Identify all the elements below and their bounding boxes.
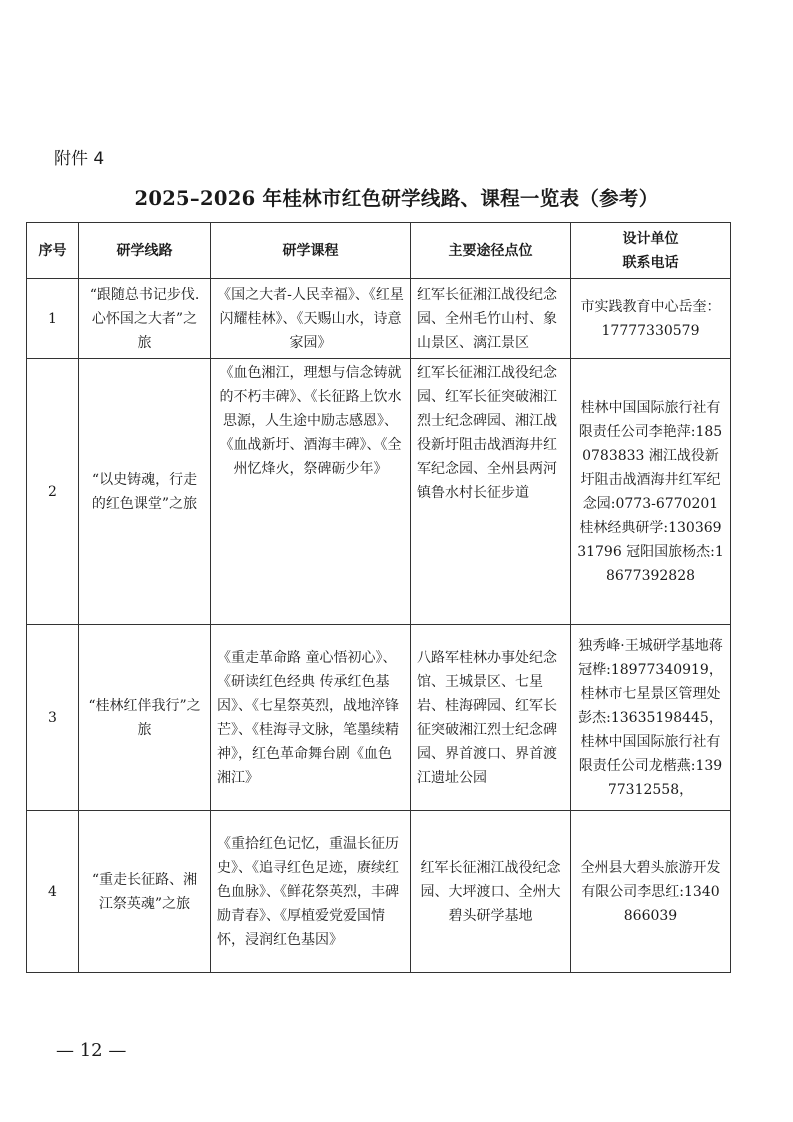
table-row — [27, 811, 731, 973]
cell-course: 《国之大者-人民幸福》、《红星闪耀桂林》、《天赐山水，诗意家园》 — [211, 279, 411, 359]
cell-index: 1 — [27, 279, 79, 359]
cell-route: “重走长征路、湘江祭英魂”之旅 — [79, 811, 211, 973]
header-stops: 主要途径点位 — [411, 223, 571, 279]
header-contact-line1: 设计单位 — [622, 230, 679, 247]
cell-contact: 全州县大碧头旅游开发有限公司李思红:1340866039 — [571, 811, 731, 973]
header-course: 研学课程 — [211, 223, 411, 279]
cell-contact: 桂林中国国际旅行社有限责任公司李艳萍:1850783833 湘江战役新圩阻击战酒海井红军纪念园:0773-6770201 桂林经典研学:13036931796 冠阳国旅杨杰:18677392828 — [571, 359, 731, 625]
table-header-row — [27, 223, 731, 279]
cell-course: 《重拾红色记忆，重温长征历史》、《追寻红色足迹，赓续红色血脉》、《鲜花祭英烈，丰碑励青春》、《厚植爱党爱国情怀，浸润红色基因》 — [211, 811, 411, 973]
table-row — [27, 279, 731, 359]
cell-stops: 红军长征湘江战役纪念园、大坪渡口、全州大碧头研学基地 — [411, 811, 571, 973]
cell-contact: 独秀峰·王城研学基地蒋冠桦:18977340919，桂林市七星景区管理处彭杰:13635198445，桂林中国国际旅行社有限责任公司龙楷燕:13977312558， — [571, 625, 731, 811]
cell-route: “跟随总书记步伐.心怀国之大者”之旅 — [79, 279, 211, 359]
cell-route: “桂林红伴我行”之旅 — [79, 625, 211, 811]
cell-stops: 八路军桂林办事处纪念馆、王城景区、七星岩、桂海碑园、红军长征突破湘江烈士纪念碑园、界首渡口、界首渡江遗址公园 — [411, 625, 571, 811]
table-row — [27, 625, 731, 811]
page-number: — 12 — — [56, 1040, 127, 1061]
document-title: 2025–2026 年桂林市红色研学线路、课程一览表（参考） — [134, 187, 659, 210]
cell-route: “以史铸魂，行走的红色课堂”之旅 — [79, 359, 211, 625]
cell-index: 4 — [27, 811, 79, 973]
header-contact-line2: 联系电话 — [622, 254, 679, 271]
header-route: 研学线路 — [79, 223, 211, 279]
cell-index: 3 — [27, 625, 79, 811]
route-course-table — [26, 222, 731, 973]
header-contact — [571, 223, 731, 279]
cell-course: 《重走革命路 童心悟初心》、《研读红色经典 传承红色基因》、《七星祭英烈，战地淬锋芒》、《桂海寻文脉，笔墨续精神》，红色革命舞台剧《血色湘江》 — [211, 625, 411, 811]
cell-course: 《血色湘江，理想与信念铸就的不朽丰碑》、《长征路上饮水思源，人生途中励志感恩》、《血战新圩、酒海丰碑》、《全州忆烽火，祭碑砺少年》 — [211, 359, 411, 625]
cell-stops: 红军长征湘江战役纪念园、全州毛竹山村、象山景区、漓江景区 — [411, 279, 571, 359]
attachment-label: 附件 4 — [54, 149, 105, 169]
cell-index: 2 — [27, 359, 79, 625]
cell-stops: 红军长征湘江战役纪念园、红军长征突破湘江烈士纪念碑园、湘江战役新圩阻击战酒海井红军纪念园、全州县两河镇鲁水村长征步道 — [411, 359, 571, 625]
header-index: 序号 — [27, 223, 79, 279]
cell-contact: 市实践教育中心岳奎：17777330579 — [571, 279, 731, 359]
table-row — [27, 359, 731, 625]
